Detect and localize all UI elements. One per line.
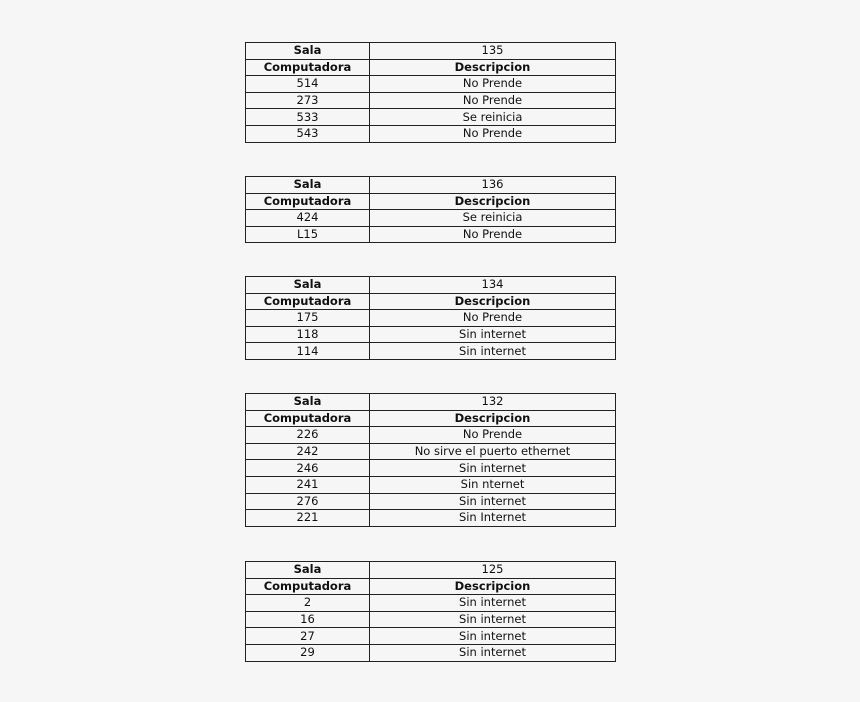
issue-description: No Prende <box>370 125 616 142</box>
room-header-row <box>246 562 616 579</box>
computer-id: L15 <box>246 226 370 243</box>
issue-description: No Prende <box>370 310 616 327</box>
computer-id: 242 <box>246 443 370 460</box>
room-number: 132 <box>370 394 616 411</box>
table-row <box>246 443 616 460</box>
issue-description: Sin nternet <box>370 476 616 493</box>
sala-label: Sala <box>246 277 370 294</box>
room-header-row <box>246 277 616 294</box>
computer-id: 27 <box>246 628 370 645</box>
computer-id: 16 <box>246 611 370 628</box>
issue-description: Sin Internet <box>370 510 616 527</box>
computer-id: 246 <box>246 460 370 477</box>
computer-id: 2 <box>246 595 370 612</box>
table-row <box>246 460 616 477</box>
column-header-row <box>246 59 616 76</box>
room-table-135 <box>245 42 616 143</box>
computer-id: 221 <box>246 510 370 527</box>
computer-id: 533 <box>246 109 370 126</box>
room-header-row <box>246 177 616 194</box>
room-table-125 <box>245 561 616 662</box>
issue-description: No sirve el puerto ethernet <box>370 443 616 460</box>
computer-id: 276 <box>246 493 370 510</box>
sala-label: Sala <box>246 394 370 411</box>
computer-id: 226 <box>246 427 370 444</box>
table-row <box>246 76 616 93</box>
table-row <box>246 644 616 661</box>
table-row <box>246 493 616 510</box>
room-number: 125 <box>370 562 616 579</box>
table-row <box>246 210 616 227</box>
descripcion-header: Descripcion <box>370 193 616 210</box>
room-table-136 <box>245 176 616 243</box>
column-header-row <box>246 293 616 310</box>
computer-id: 29 <box>246 644 370 661</box>
issue-description: No Prende <box>370 76 616 93</box>
computer-id: 273 <box>246 92 370 109</box>
column-header-row <box>246 193 616 210</box>
computer-id: 118 <box>246 326 370 343</box>
table-row <box>246 476 616 493</box>
computer-id: 114 <box>246 343 370 360</box>
issue-description: Sin internet <box>370 460 616 477</box>
issue-description: Sin internet <box>370 628 616 645</box>
issue-description: Se reinicia <box>370 109 616 126</box>
issue-description: Sin internet <box>370 326 616 343</box>
issue-description: Sin internet <box>370 611 616 628</box>
computadora-header: Computadora <box>246 410 370 427</box>
computer-id: 424 <box>246 210 370 227</box>
column-header-row <box>246 410 616 427</box>
table-row <box>246 310 616 327</box>
sala-label: Sala <box>246 562 370 579</box>
table-row <box>246 595 616 612</box>
computadora-header: Computadora <box>246 578 370 595</box>
table-row <box>246 628 616 645</box>
computadora-header: Computadora <box>246 59 370 76</box>
computer-id: 241 <box>246 476 370 493</box>
table-row <box>246 226 616 243</box>
computer-id: 514 <box>246 76 370 93</box>
table-row <box>246 326 616 343</box>
table-row <box>246 92 616 109</box>
table-row <box>246 125 616 142</box>
room-header-row <box>246 43 616 60</box>
descripcion-header: Descripcion <box>370 293 616 310</box>
room-number: 134 <box>370 277 616 294</box>
table-row <box>246 510 616 527</box>
table-row <box>246 343 616 360</box>
computer-id: 175 <box>246 310 370 327</box>
room-table-132 <box>245 393 616 527</box>
issue-description: Sin internet <box>370 595 616 612</box>
issue-description: No Prende <box>370 427 616 444</box>
column-header-row <box>246 578 616 595</box>
sala-label: Sala <box>246 43 370 60</box>
descripcion-header: Descripcion <box>370 578 616 595</box>
room-number: 136 <box>370 177 616 194</box>
computadora-header: Computadora <box>246 293 370 310</box>
issue-description: Se reinicia <box>370 210 616 227</box>
issue-description: No Prende <box>370 226 616 243</box>
descripcion-header: Descripcion <box>370 59 616 76</box>
table-row <box>246 611 616 628</box>
computer-id: 543 <box>246 125 370 142</box>
sala-label: Sala <box>246 177 370 194</box>
computadora-header: Computadora <box>246 193 370 210</box>
room-header-row <box>246 394 616 411</box>
table-row <box>246 109 616 126</box>
descripcion-header: Descripcion <box>370 410 616 427</box>
issue-description: Sin internet <box>370 343 616 360</box>
room-number: 135 <box>370 43 616 60</box>
issue-description: No Prende <box>370 92 616 109</box>
issue-description: Sin internet <box>370 493 616 510</box>
room-table-134 <box>245 276 616 360</box>
table-row <box>246 427 616 444</box>
issue-description: Sin internet <box>370 644 616 661</box>
